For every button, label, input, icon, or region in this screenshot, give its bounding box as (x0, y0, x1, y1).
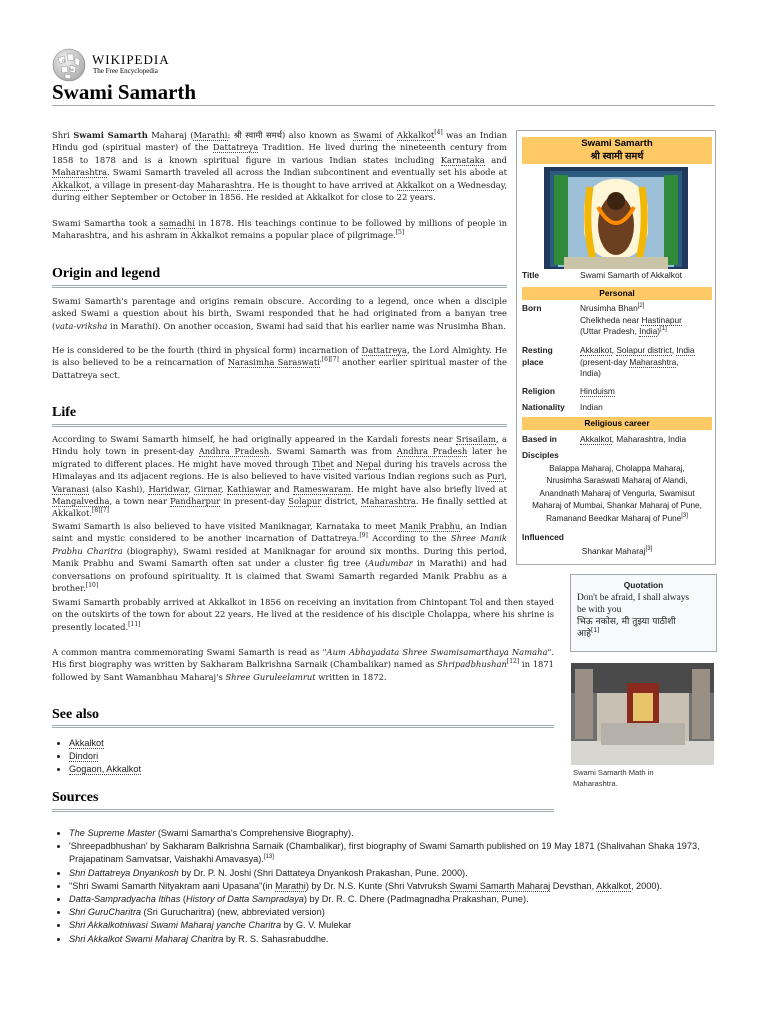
list-item (69, 763, 141, 776)
link-srisailam[interactable]: Srisailam (456, 434, 497, 444)
infobox-based-label: Based in (522, 434, 557, 444)
heading-see-also: See also (52, 707, 100, 722)
citation-8-7[interactable]: [8][7] (92, 507, 110, 515)
citation-2[interactable]: [2] (637, 303, 645, 309)
infobox-native-name: श्री स्वामी समर्थ (590, 150, 644, 162)
link-hinduism[interactable]: Hinduism (580, 386, 615, 396)
math-image-caption: Swami Samarth Math in Maharashtra. (573, 768, 654, 788)
infobox-disciples-label: Disciples (522, 450, 559, 460)
infobox-disciples-value: Balappa Maharaj, Cholappa Maharaj, Nrusimha Saraswati Maharaj of Alandi, Anandnath Maharaj of Vengurla, Swamisut Maharaj of Mumbai, Shankar Maharaj of Pune, Ramanand Beedkar Maharaj of Pune[3] (532, 464, 702, 523)
link-akkalkot-2[interactable]: Akkalkot (52, 179, 90, 190)
list-item: • "Shri Swami Samarth Nityakram aani Upasana"(in Marathi) by Dr. N.S. Kunte (Shri Vatvruksh Swami Samarth Maharaj Devsthan, Akkalkot, 2000). (69, 880, 717, 893)
infobox-based-value: Akkalkot, Maharashtra, India (580, 434, 687, 444)
list-item: • 'Shreepadbhushan' by Sakharam Balkrishna Sarnaik (Chambalikar), first biography of Swami Samarth published on 19 May 1871 (Shalivahan Shaka 1973, Prajapatinam Samvatsar, Vaishakhi Amavasya).[13] (69, 840, 717, 866)
life-paragraph-4: A common mantra commemorating Swami Samarth is read as "Aum Abhayadata Shree Swamisamarthaya Namaha". His first biography was written by Sakharam Balkrishna Sarnaik (Chambalikar) named as Shripadbhushan[12] in 1871 followed by Sant Wamanbhau Maharaj's Shree Guruleelamrut written in 1872. (52, 647, 555, 682)
heading-origin-rule (52, 285, 507, 288)
citation-9[interactable]: [9] (359, 532, 368, 540)
link-varanasi[interactable]: Varanasi (52, 483, 89, 494)
link-akkalkot-infobox[interactable]: Akkalkot (580, 345, 612, 355)
list-item: • The Supreme Master (Swami Samartha's Comprehensive Biography). (69, 827, 717, 840)
infobox-career-heading: Religious career (522, 417, 712, 430)
citation-11[interactable]: [11] (128, 620, 141, 628)
citation-6-7[interactable]: ,[6][7] (319, 356, 339, 364)
infobox (516, 130, 716, 565)
link-rameswaram[interactable]: Rameswaram (293, 483, 351, 494)
link-andhra-pradesh[interactable]: Andhra Pradesh (198, 446, 270, 457)
infobox-nationality-value: Indian (580, 402, 603, 412)
heading-see-also-rule (52, 725, 554, 728)
link-puri[interactable]: Puri (486, 471, 505, 482)
link-india-2[interactable]: India (676, 345, 695, 355)
svg-text:Ω: Ω (62, 58, 66, 63)
link-akkalkot-source[interactable]: Akkalkot (596, 880, 631, 891)
link-mangalvedha[interactable]: Mangalvedha (52, 496, 110, 507)
infobox-religion-label: Religion (522, 386, 556, 396)
link-swami[interactable]: Swami (353, 130, 382, 140)
wikipedia-globe-icon[interactable] (52, 48, 86, 82)
quotation-text: Don't be afraid, I shall always be with you भिऊ नकोस, मी तुझ्या पाठीशी आहे[1] (577, 593, 690, 639)
link-maharashtra[interactable]: Maharashtra (52, 167, 108, 178)
link-akkalkot-3[interactable]: Akkalkot (396, 179, 434, 190)
citation-10[interactable]: [10] (85, 582, 99, 590)
title-underline (52, 105, 715, 106)
sources-list (69, 827, 717, 946)
list-item: • Shri Akkalkot Swami Maharaj Charitra by R. S. Sahasrabuddhe. (69, 933, 717, 946)
link-marathi[interactable]: Marathi (193, 130, 228, 140)
link-kathiawar[interactable]: Kathiawar (226, 483, 271, 494)
link-manik-prabhu[interactable]: Manik Prabhu (399, 521, 461, 531)
infobox-influenced-label: Influenced (522, 532, 564, 542)
link-swami-samarth-maharaj[interactable]: Swami Samarth Maharaj (449, 880, 551, 891)
origin-paragraph-1: Swami Samarth's parentage and origins remain obscure. According to a legend, once when a disciple asked Swami a question about his birth, Swami responded that he had originated from a banyan tree (vata-vriksha in Marathi). On another occasion, Swami had said that his earlier name was Nrusimha Bhan. (52, 296, 507, 331)
citation-12[interactable]: [12] (506, 658, 520, 666)
list-item (69, 750, 141, 763)
list-item (69, 737, 141, 750)
wikipedia-wordmark[interactable]: WIKIPEDIA (92, 52, 170, 67)
link-nepal[interactable]: Nepal (355, 458, 382, 469)
infobox-influenced-value: Shankar Maharaj[3] (581, 546, 653, 556)
link-narasimha-saraswati[interactable]: Narasimha Saraswati (227, 357, 320, 368)
heading-life: Life (52, 405, 77, 420)
infobox-title-label: Title (522, 270, 540, 280)
quotation-box (570, 574, 717, 652)
see-also-link-dindori[interactable]: Dindori (69, 751, 99, 762)
infobox-born-value: Nrusimha Bhan[2] Chelkheda near Hastinapur (Uttar Pradesh, India)[1] (580, 303, 682, 337)
citation-13[interactable]: [13] (263, 854, 274, 861)
intro-paragraph-1: Shri Swami Samarth Maharaj (Marathi: श्री स्वामी समर्थ) also known as Swami of Akkalkot[4] was an Indian Hindu god (spiritual master) of the Dattatreya Tradition. He lived during the nineteenth century from 1858 to 1878 and is a known spiritual figure in various Indian states including Karnataka and Maharashtra. Swami Samarth traveled all across the Indian subcontinent and eventually set his abode at Akkalkot, a village in present-day Maharashtra. He is thought to have arrived at Akkalkot on a Wednesday, during either September or October in 1856. He resided at Akkalkot for close to 22 years. (52, 129, 508, 203)
link-tibet[interactable]: Tibet (311, 458, 334, 469)
swami-samarth-math-image[interactable] (571, 663, 714, 765)
list-item: • Shri GuruCharitra (Sri Gurucharitra) (new, abbreviated version) (69, 906, 717, 919)
link-akkalkot[interactable]: Akkalkot (396, 130, 435, 140)
link-dattatreya-2[interactable]: Dattatreya (361, 345, 408, 355)
link-maharashtra-3[interactable]: Maharashtra (360, 496, 416, 507)
list-item: • Datta-Sampradyacha Itihas (History of Datta Sampradaya) by Dr. R. C. Dhere (Padmagnadha Prakashan, Pune). (69, 893, 717, 906)
life-paragraph-1: According to Swami Samarth himself, he had originally appeared in the Kardali forests near Srisailam, a Hindu holy town in present-day Andhra Pradesh. Swami Samarth was from Andhra Pradesh later he migrated to different places. He might have moved through Tibet and Nepal during his travels across the Himalayas and its adjacent regions. He is also believed to have visited various Indian regions such as Puri, Varanasi (also Kashi), Haridwar, Girnar, Kathiawar and Rameswaram. He might have also briefly lived at Mangalvedha, a town near Pandharpur in present-day Solapur district, Maharashtra. He finally settled at Akkalkot.[8][7] (52, 434, 508, 519)
life-paragraph-3: Swami Samarth probably arrived at Akkalkot in 1856 on receiving an invitation from Chintopant Tol and then stayed on the outskirts of the town for about 22 years. He lived at the residence of his disciple Cholappa, where his shrine is presently located.[11] (52, 597, 554, 632)
link-solapur-district[interactable]: Solapur district (616, 345, 672, 355)
swami-samarth-portrait-image[interactable] (544, 167, 688, 269)
link-india[interactable]: India (639, 326, 658, 337)
page-title: Swami Samarth (52, 80, 197, 104)
infobox-name: Swami Samarth (581, 138, 653, 149)
list-item: • Shri Akkalkotniwasi Swami Maharaj yanche Charitra by G. V. Mulekar (69, 919, 717, 932)
infobox-nationality-label: Nationality (522, 402, 565, 412)
heading-sources: Sources (52, 790, 99, 805)
link-solapur[interactable]: Solapur (288, 496, 322, 507)
infobox-title (522, 137, 712, 164)
intro-paragraph-2: Swami Samartha took a samadhi in 1878. His teachings continue to be followed by millions of people in Maharashtra, and his ashram in Akkalkot remains a popular place of pilgrimage.[5] (52, 218, 507, 241)
link-samadhi[interactable]: samadhi (159, 218, 195, 228)
link-dattatreya[interactable]: Dattatreya (212, 142, 259, 153)
link-pandharpur[interactable]: Pandharpur (170, 496, 221, 507)
citation-3b[interactable]: [3] (645, 546, 653, 552)
link-marathi-source[interactable]: Marathi (275, 880, 306, 891)
citation-1[interactable]: [1] (660, 326, 667, 333)
link-girnar[interactable]: Girnar (194, 483, 221, 494)
citation-1b[interactable]: [1] (590, 627, 600, 634)
link-maharashtra-2[interactable]: Maharashtra (197, 179, 253, 190)
see-also-link-akkalkot[interactable]: Akkalkot (69, 738, 104, 748)
infobox-title-value: Swami Samarth of Akkalkot (580, 270, 682, 280)
quotation-heading: Quotation (623, 580, 664, 590)
link-andhra-pradesh-2[interactable]: Andhra Pradesh (396, 446, 468, 457)
link-haridwar[interactable]: Haridwar (148, 483, 189, 494)
link-hastinapur[interactable]: Hastinapur (641, 314, 682, 325)
origin-paragraph-2: He is considered to be the fourth (third in physical form) incarnation of Dattatreya, the Lord Almighty. He is also believed to be a reincarnation of Narasimha Saraswati$^{,[6][7]}$ another earlier spiritual master of the Dattatreya sect. (52, 345, 507, 380)
life-paragraph-2: Swami Samarth is also believed to have visited Maniknagar, Karnataka to meet Manik Prabhu, an Indian saint and mystic considered to be another incarnation of Dattatreya.[9] According to the Shree Manik Prabhu Charitra (biography), Swami resided at Maniknagar for around six months. During this period, Manik Prabhu and Swami Samarth often sat under a cluster fig tree (Audumbar in Marathi) and had conversations on profound spirituality. It is claimed that Swami Samarth regarded Manik Prabhu as a brother.[10] (52, 521, 507, 594)
infobox-resting-label: Resting place (522, 345, 553, 367)
link-maharashtra-infobox[interactable]: Maharashtra (629, 356, 677, 367)
citation-4[interactable]: [4] (434, 129, 443, 136)
link-akkalkot-based[interactable]: Akkalkot (580, 434, 612, 444)
heading-sources-rule (52, 809, 554, 812)
svg-text:W: W (70, 67, 75, 72)
infobox-born-label: Born (522, 303, 542, 313)
infobox-resting-value: Akkalkot, Solapur district, India (present-day Maharashtra, India) (580, 345, 695, 379)
heading-origin: Origin and legend (52, 266, 161, 281)
see-also-link-gogaon[interactable]: Gogaon, Akkalkot (69, 764, 142, 775)
citation-5[interactable]: [5] (395, 229, 405, 237)
link-karnataka[interactable]: Karnataka (440, 154, 485, 165)
citation-3[interactable]: [3] (681, 512, 688, 519)
list-item: • Shri Dattatreya Dnyankosh by Dr. P. N. Joshi (Shri Dattateya Dnyankosh Prakashan, Pune. 2000). (69, 867, 717, 880)
heading-life-rule (52, 424, 507, 427)
see-also-list (69, 737, 141, 777)
wikipedia-tagline: The Free Encyclopedia (93, 67, 158, 75)
infobox-personal-heading: Personal (522, 287, 712, 300)
